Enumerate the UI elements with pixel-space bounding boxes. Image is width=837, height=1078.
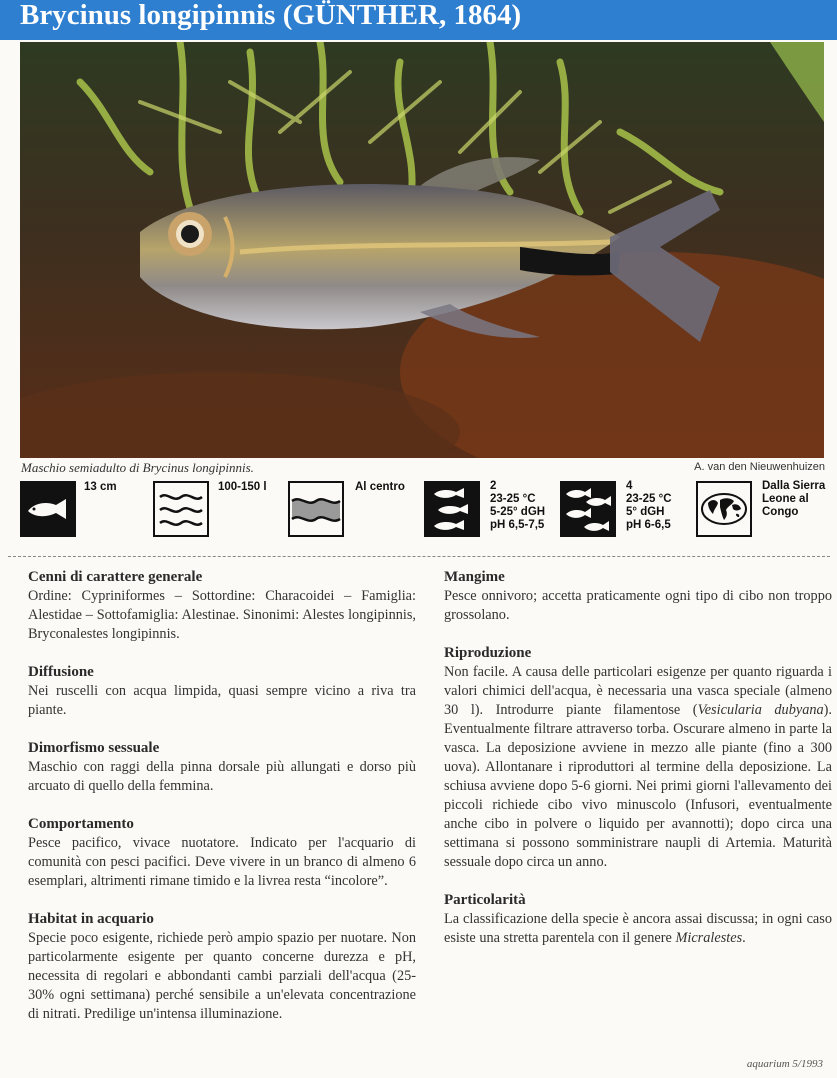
swim-zone-icon	[288, 481, 344, 537]
section-habitat	[28, 910, 416, 1024]
tank-volume-value: 100-150 l	[218, 481, 267, 493]
section-body: Pesce pacifico, vivace nuotatore. Indicato per l'acquario di comunità con pesci pacifici. Deve vivere in un branco di almeno 6 esemplari, altrimenti rimane timido e la livrea resta “incolore”.	[28, 835, 416, 889]
section-body: Pesce onnivoro; accetta praticamente ogni tipo di cibo non troppo grossolano.	[444, 588, 832, 623]
water-params-2: 4 23-25 °C 5° dGH pH 6-6,5	[626, 480, 672, 531]
page-title: Brycinus longipinnis (GÜNTHER, 1864)	[20, 0, 522, 30]
tank-volume-icon	[153, 481, 209, 537]
section-food	[444, 568, 832, 625]
section-body: Non facile. A causa delle particolari esigenze per quanto riguarda i valori chimici dell'acqua, è necessaria una vasca speciale (almeno 30 l). Introdurre piante filamentose (Vesicularia dubyana). Eventualmente filtrare attraverso torba. Oscurare almeno in parte la vasca. La deposizione avviene in mezzo alle piante (fino a 300 uova). Allontanare i riproduttori al termine della deposizione. La schiusa avviene dopo 5-6 giorni. Nei primi giorni l'allevamento dei piccoli richiede cibo vivo minuscolo (Infusori, eventualmente anche cibo in polvere o liquido per avannotti); dopo circa una settimana si possono somministrare naupli di Artemia. Maturità sessuale dopo circa un anno.	[444, 664, 832, 870]
world-map-icon	[696, 481, 752, 537]
section-heading: Diffusione	[28, 664, 94, 680]
page-footer: aquarium 5/1993	[746, 1058, 823, 1070]
section-body: Nei ruscelli con acqua limpida, quasi sempre vicino a riva tra piante.	[28, 683, 416, 718]
water-params-1: 2 23-25 °C 5-25° dGH pH 6,5-7,5	[490, 480, 546, 531]
section-heading: Comportamento	[28, 816, 134, 832]
fish-group-icon	[424, 481, 480, 537]
section-heading: Cenni di carattere generale	[28, 569, 203, 585]
section-general	[28, 568, 416, 644]
section-heading: Habitat in acquario	[28, 911, 154, 927]
section-particulars	[444, 891, 832, 948]
left-column	[28, 568, 416, 1043]
section-behaviour	[28, 815, 416, 891]
fish-size-value: 13 cm	[84, 481, 117, 493]
section-dimorphism	[28, 739, 416, 796]
section-heading: Particolarità	[444, 892, 526, 908]
photo-credit: A. van den Nieuwenhuizen	[694, 461, 825, 473]
swim-zone-value: Al centro	[355, 481, 405, 493]
section-body: Ordine: Cypriniformes – Sottordine: Characoidei – Famiglia: Alestidae – Sottofamiglia: Alestinae. Sinonimi: Alestes longipinnis, Bryconalestes longipinnis.	[28, 588, 416, 642]
section-reproduction	[444, 644, 832, 872]
section-body: Specie poco esigente, richiede però ampio spazio per nuotare. Non particolarmente esigente per quanto concerne durezza e pH, necessita di regolari e abbondanti cambi parziali dell'acqua (25-30% ogni settimana) perché sensibile a un'elevata concentrazione di nitrati. Predilige un'intensa illuminazione.	[28, 930, 416, 1022]
section-distribution	[28, 663, 416, 720]
section-heading: Riproduzione	[444, 645, 532, 661]
title-bar	[0, 0, 837, 40]
section-body: La classificazione della specie è ancora assai discussa; in ogni caso esiste una stretta parentela con il genere Micralestes.	[444, 911, 832, 946]
fish-size-icon	[20, 481, 76, 537]
distribution-text: Dalla Sierra Leone al Congo	[762, 480, 826, 518]
fact-icon-strip	[0, 478, 837, 540]
right-column	[444, 568, 832, 967]
section-heading: Dimorfismo sessuale	[28, 740, 160, 756]
fish-group-icon	[560, 481, 616, 537]
section-divider	[8, 556, 830, 557]
fish-photo	[20, 42, 824, 458]
section-heading: Mangime	[444, 569, 505, 585]
section-body: Maschio con raggi della pinna dorsale più allungati e dorso più arcuato di quello della femmina.	[28, 759, 416, 794]
photo-caption: Maschio semiadulto di Brycinus longipinnis.	[21, 460, 254, 475]
